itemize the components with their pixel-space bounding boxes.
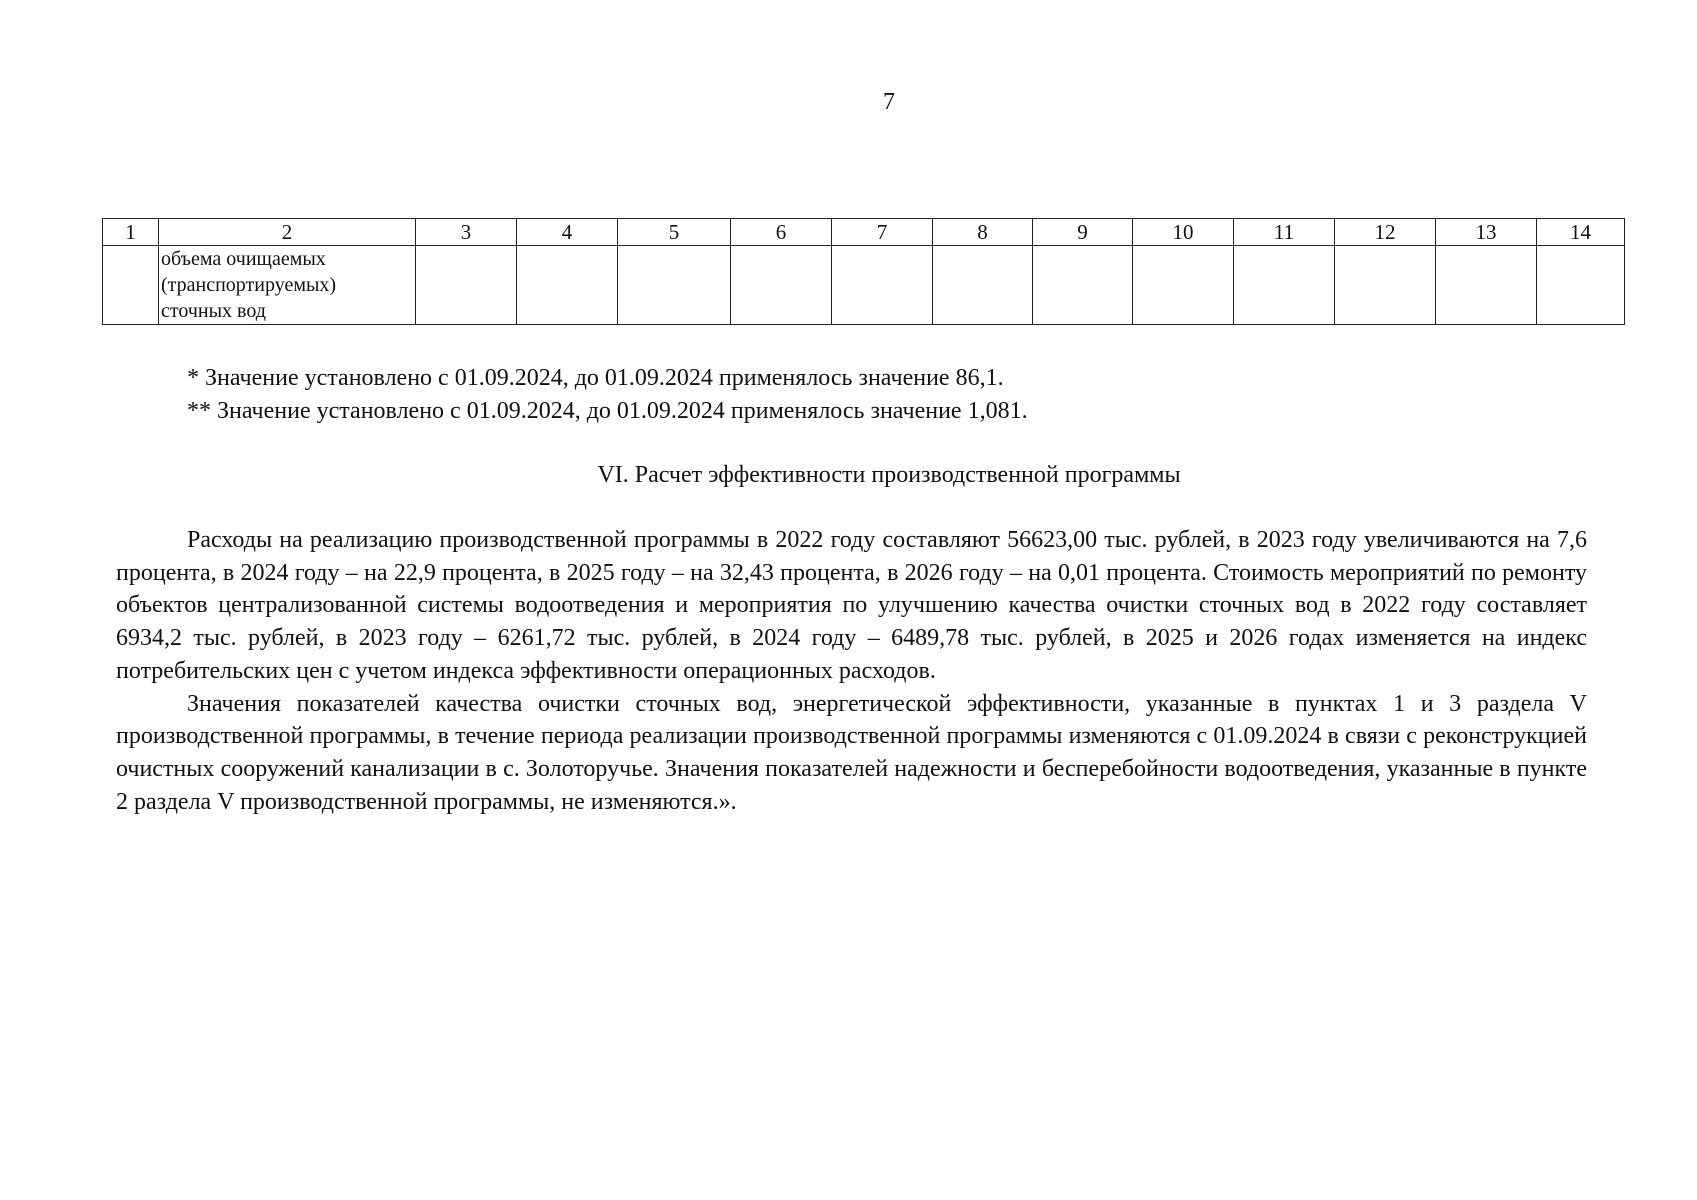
column-number-6: 6	[731, 219, 832, 246]
section-title: VI. Расчет эффективности производственной программы	[597, 462, 1181, 488]
body-text	[116, 524, 1587, 818]
indicators-table-fragment	[102, 218, 1625, 325]
indicator-name-cell: объема очищаемых (транспортируемых) сточных вод	[159, 246, 416, 325]
table-cell	[517, 246, 618, 325]
table-cell	[618, 246, 731, 325]
column-number-4: 4	[517, 219, 618, 246]
page-number: 7	[883, 89, 895, 115]
footnote-2: ** Значение установлено с 01.09.2024, до 01.09.2024 применялось значение 1,081.	[187, 398, 1028, 424]
table-header-row	[103, 219, 1625, 246]
footnote-1: * Значение установлено с 01.09.2024, до 01.09.2024 применялось значение 86,1.	[187, 365, 1004, 391]
column-number-12: 12	[1335, 219, 1436, 246]
table-row	[103, 246, 1625, 325]
column-number-14: 14	[1537, 219, 1625, 246]
table-cell	[1335, 246, 1436, 325]
paragraph-expenses: Расходы на реализацию производственной программы в 2022 году составляют 56623,00 тыс. рублей, в 2023 году увеличиваются на 7,6 процента, в 2024 году – на 22,9 процента, в 2025 году – на 32,43 процента, в 2026 году – на 0,01 процента. Стоимость мероприятий по ремонту объектов централизованной системы водоотведения и мероприятия по улучшению качества очистки сточных вод в 2022 году составляет 6934,2 тыс. рублей, в 2023 году – 6261,72 тыс. рублей, в 2024 году – 6489,78 тыс. рублей, в 2025 и 2026 годах изменяется на индекс потребительских цен с учетом индекса эффективности операционных расходов.	[116, 527, 1587, 684]
column-number-5: 5	[618, 219, 731, 246]
paragraph-indicators: Значения показателей качества очистки сточных вод, энергетической эффективности, указанные в пунктах 1 и 3 раздела V производственной программы, в течение периода реализации производственной программы изменяются с 01.09.2024 в связи с реконструкцией очистных сооружений канализации в с. Золоторучье. Значения показателей надежности и бесперебойности водоотведения, указанные в пункте 2 раздела V производственной программы, не изменяются.».	[116, 690, 1587, 815]
table-cell	[103, 246, 159, 325]
table-cell	[1133, 246, 1234, 325]
table-cell	[1436, 246, 1537, 325]
column-number-9: 9	[1033, 219, 1133, 246]
column-number-3: 3	[416, 219, 517, 246]
table-cell	[832, 246, 933, 325]
footnotes	[187, 362, 1587, 428]
column-number-10: 10	[1133, 219, 1234, 246]
table-cell	[731, 246, 832, 325]
column-number-1: 1	[103, 219, 159, 246]
column-number-13: 13	[1436, 219, 1537, 246]
table-cell	[1234, 246, 1335, 325]
table-cell	[1033, 246, 1133, 325]
column-number-11: 11	[1234, 219, 1335, 246]
table-cell	[933, 246, 1033, 325]
table-cell	[416, 246, 517, 325]
column-number-8: 8	[933, 219, 1033, 246]
column-number-7: 7	[832, 219, 933, 246]
table-cell	[1537, 246, 1625, 325]
column-number-2: 2	[159, 219, 416, 246]
